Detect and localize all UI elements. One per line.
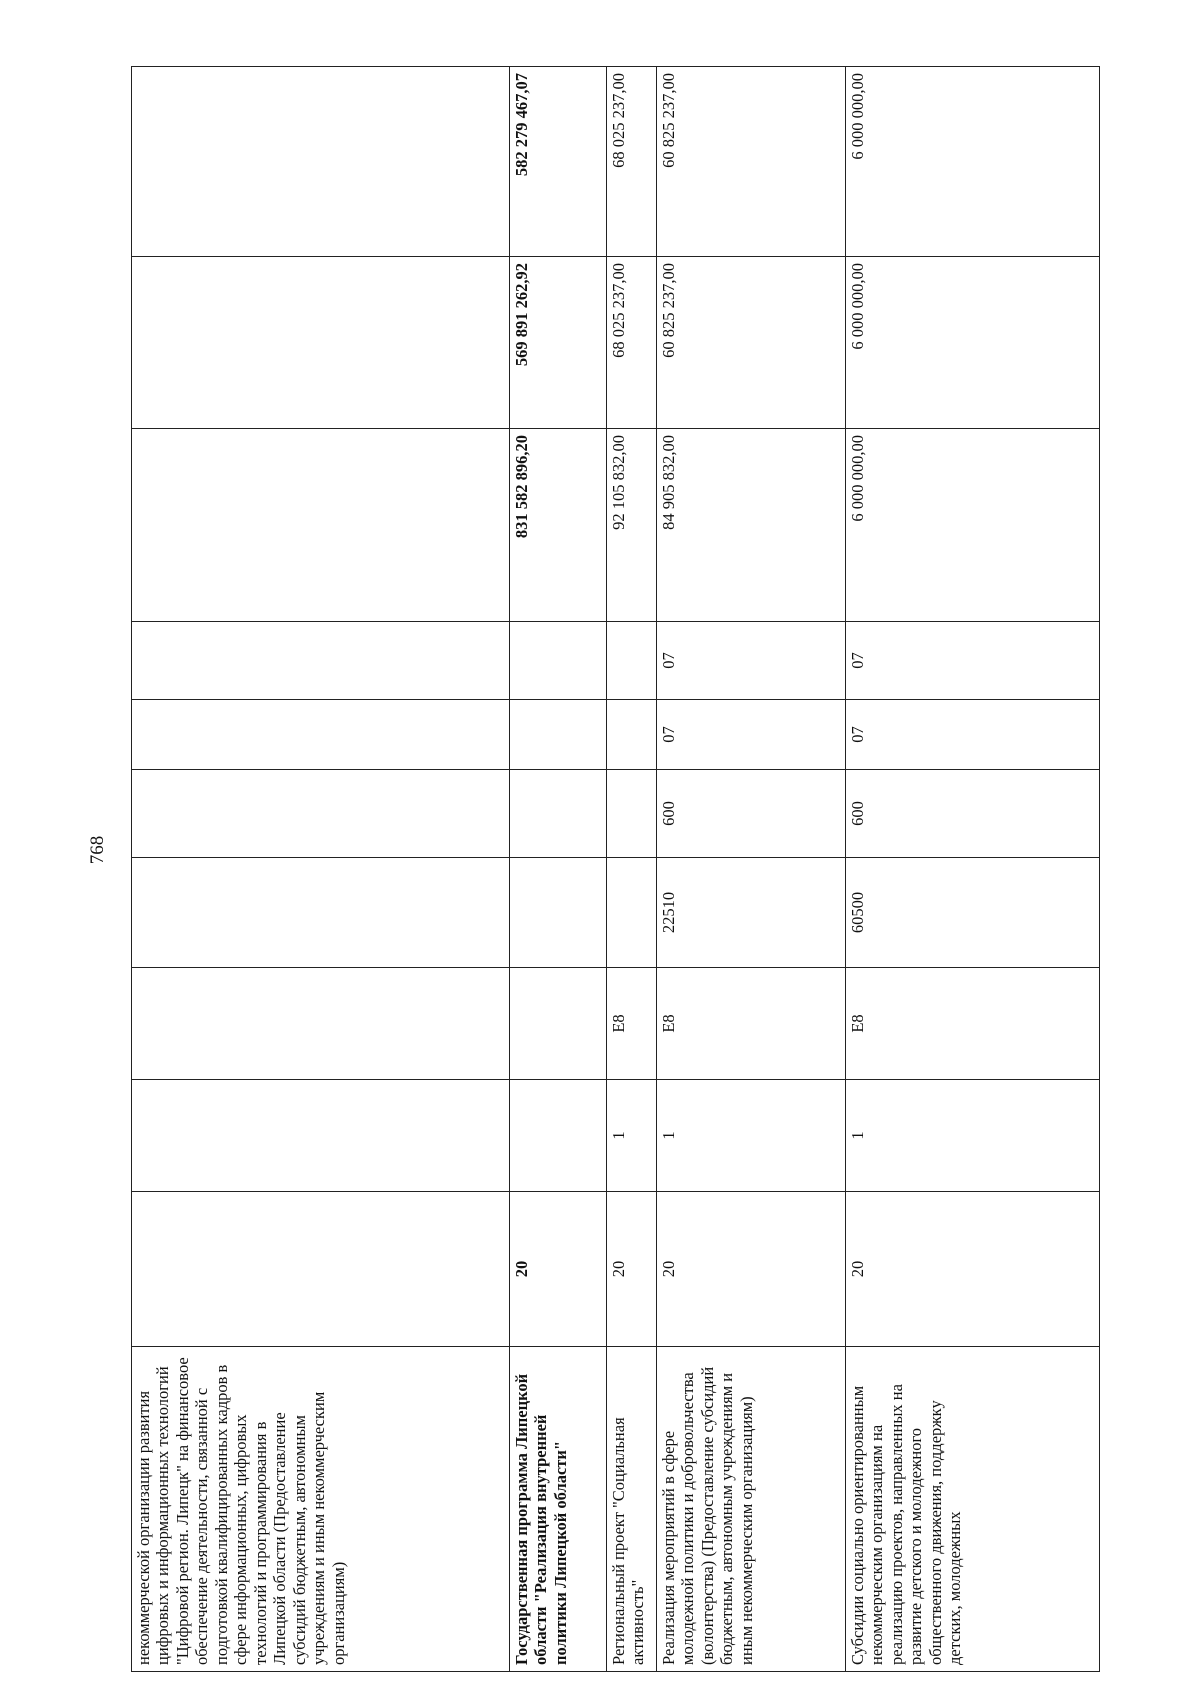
amount-year-3: 6 000 000,00 bbox=[846, 67, 1100, 257]
code-program bbox=[132, 1192, 510, 1347]
table-row bbox=[607, 67, 657, 1672]
amount-year-1: 831 582 896,20 bbox=[510, 429, 607, 622]
amount-year-1 bbox=[132, 429, 510, 622]
amount-year-3: 60 825 237,00 bbox=[657, 67, 846, 257]
budget-table bbox=[131, 66, 1100, 1672]
code-project bbox=[510, 968, 607, 1080]
amount-year-1: 84 905 832,00 bbox=[657, 429, 846, 622]
amount-year-1: 92 105 832,00 bbox=[607, 429, 657, 622]
code-direction bbox=[132, 858, 510, 968]
code-project: Е8 bbox=[657, 968, 846, 1080]
code-subprogram: 1 bbox=[657, 1080, 846, 1192]
amount-year-2: 60 825 237,00 bbox=[657, 257, 846, 429]
code-subsection: 07 bbox=[846, 622, 1100, 700]
code-program: 20 bbox=[607, 1192, 657, 1347]
table-row bbox=[657, 67, 846, 1672]
code-subprogram: 1 bbox=[846, 1080, 1100, 1192]
code-subprogram bbox=[510, 1080, 607, 1192]
code-expense-type: 600 bbox=[846, 770, 1100, 858]
page-number: 768 bbox=[87, 835, 108, 865]
code-subsection bbox=[607, 622, 657, 700]
amount-year-2 bbox=[132, 257, 510, 429]
code-direction: 22510 bbox=[657, 858, 846, 968]
code-subsection bbox=[510, 622, 607, 700]
row-name: Реализация мероприятий в сфере молодежной политики и добровольчества (волонтерства) (Предоставление субсидий бюджетным, автономным учреждениям и иным некоммерческим организациям) bbox=[657, 1347, 846, 1672]
code-section: 07 bbox=[657, 700, 846, 770]
code-section bbox=[132, 700, 510, 770]
code-subsection: 07 bbox=[657, 622, 846, 700]
code-program: 20 bbox=[510, 1192, 607, 1347]
table-row bbox=[132, 67, 510, 1672]
code-project: Е8 bbox=[846, 968, 1100, 1080]
code-subprogram bbox=[132, 1080, 510, 1192]
table-row bbox=[846, 67, 1100, 1672]
code-direction bbox=[607, 858, 657, 968]
row-name: некоммерческой организации развития цифровых и информационных технологий "Цифровой регион. Липецк" на финансовое обеспечение деятельности, связанной с подготовкой квалифицированных кадров в сфере информационных, цифровых технологий и программирования в Липецкой области (Предоставление субсидий бюджетным, автономным учреждениям и иным некоммерческим организациям) bbox=[132, 1347, 510, 1672]
code-program: 20 bbox=[846, 1192, 1100, 1347]
rotated-table-container bbox=[131, 67, 1099, 1672]
code-project: Е8 bbox=[607, 968, 657, 1080]
amount-year-3 bbox=[132, 67, 510, 257]
amount-year-3: 582 279 467,07 bbox=[510, 67, 607, 257]
row-name: Региональный проект "Социальная активность" bbox=[607, 1347, 657, 1672]
code-subsection bbox=[132, 622, 510, 700]
table-row bbox=[510, 67, 607, 1672]
code-direction bbox=[510, 858, 607, 968]
amount-year-2: 569 891 262,92 bbox=[510, 257, 607, 429]
code-expense-type bbox=[607, 770, 657, 858]
code-direction: 60500 bbox=[846, 858, 1100, 968]
code-section bbox=[607, 700, 657, 770]
code-expense-type bbox=[510, 770, 607, 858]
code-subprogram: 1 bbox=[607, 1080, 657, 1192]
row-name: Субсидии социально ориентированным некоммерческим организациям на реализацию проектов, направленных на развитие детского и молодежного общественного движения, поддержку детских, молодежных bbox=[846, 1347, 1100, 1672]
code-section bbox=[510, 700, 607, 770]
amount-year-2: 6 000 000,00 bbox=[846, 257, 1100, 429]
code-project bbox=[132, 968, 510, 1080]
amount-year-2: 68 025 237,00 bbox=[607, 257, 657, 429]
code-program: 20 bbox=[657, 1192, 846, 1347]
code-section: 07 bbox=[846, 700, 1100, 770]
code-expense-type bbox=[132, 770, 510, 858]
amount-year-3: 68 025 237,00 bbox=[607, 67, 657, 257]
amount-year-1: 6 000 000,00 bbox=[846, 429, 1100, 622]
row-name: Государственная программа Липецкой области "Реализация внутренней политики Липецкой области" bbox=[510, 1347, 607, 1672]
code-expense-type: 600 bbox=[657, 770, 846, 858]
